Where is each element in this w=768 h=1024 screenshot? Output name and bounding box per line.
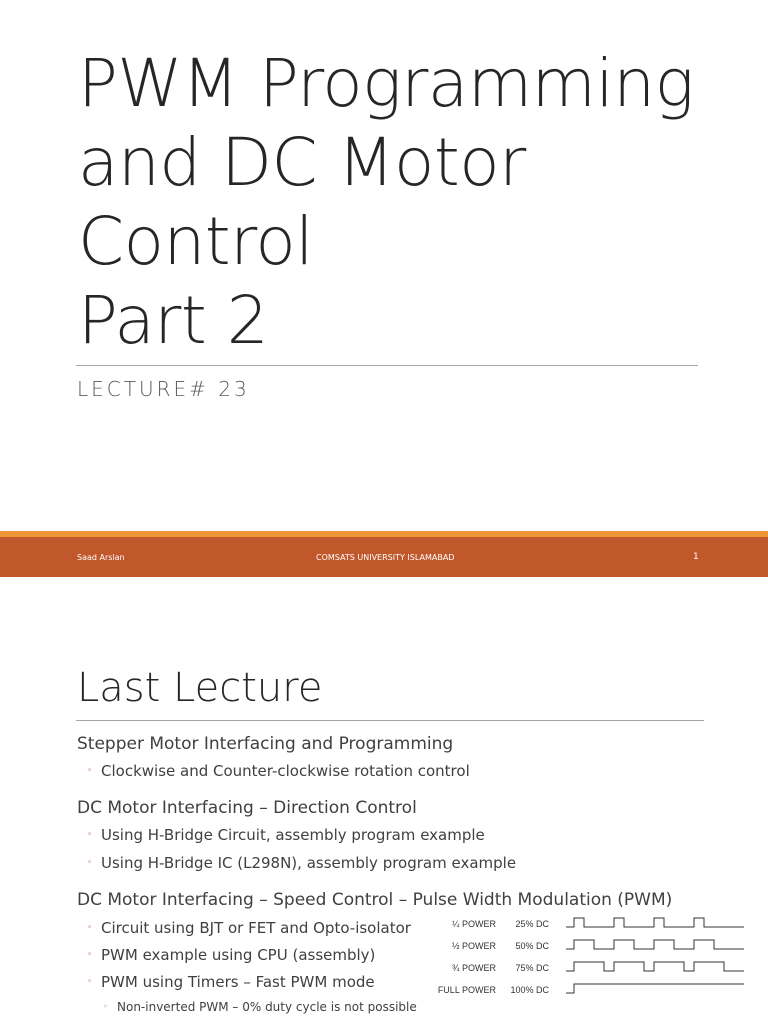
topic-heading-3: DC Motor Interfacing – Speed Control – Pulse Width Modulation (PWM)	[77, 890, 673, 910]
topic-heading-1: Stepper Motor Interfacing and Programming	[77, 734, 454, 754]
pwm-duty-label: 75% DC	[515, 963, 549, 973]
pwm-duty-label: 50% DC	[515, 941, 549, 951]
pwm-duty-label: 25% DC	[515, 919, 549, 929]
lecture-subtitle: LECTURE# 23	[77, 377, 250, 401]
content-title-divider	[76, 720, 704, 721]
list-subitem-text: Non-inverted PWM – 0% duty cycle is not possible	[117, 1000, 417, 1014]
bullet-icon: ◦	[87, 923, 93, 933]
slide-title-line-3: Control	[78, 203, 314, 280]
list-subitem	[103, 1000, 417, 1014]
pwm-waveform	[566, 918, 744, 927]
footer-author: Saad Arslan	[77, 553, 125, 562]
slide-title-line-2: and DC Motor	[78, 124, 526, 201]
slide-title	[78, 44, 758, 360]
pwm-power-label: FULL POWER	[438, 985, 496, 995]
bullet-icon: ◦	[103, 1002, 108, 1011]
slide-title-line-4: Part 2	[78, 282, 269, 359]
list-item-text: PWM using Timers – Fast PWM mode	[101, 973, 375, 991]
list-item	[87, 854, 516, 872]
list-item-text: Using H-Bridge Circuit, assembly program example	[101, 826, 485, 844]
pwm-waveform	[566, 984, 744, 993]
bullet-icon: ◦	[87, 977, 93, 987]
pwm-power-label: ¼ POWER	[451, 919, 496, 929]
pwm-duty-cycle-diagram	[438, 912, 748, 1002]
bullet-icon: ◦	[87, 830, 93, 840]
bullet-icon: ◦	[87, 858, 93, 868]
bullet-icon: ◦	[87, 766, 93, 776]
pwm-power-label: ½ POWER	[451, 941, 496, 951]
pwm-waveform	[566, 940, 744, 949]
list-item	[87, 762, 470, 780]
list-item	[87, 919, 411, 937]
title-divider	[76, 365, 698, 366]
content-slide-title: Last Lecture	[77, 665, 323, 711]
list-item	[87, 946, 375, 964]
list-item-text: Using H-Bridge IC (L298N), assembly program example	[101, 854, 517, 872]
list-item-text: PWM example using CPU (assembly)	[101, 946, 376, 964]
list-item-text: Circuit using BJT or FET and Opto-isolator	[101, 919, 411, 937]
bullet-icon: ◦	[87, 950, 93, 960]
pwm-power-label: ¾ POWER	[451, 963, 496, 973]
content-slide	[0, 577, 768, 1024]
footer-page-number: 1	[693, 552, 699, 562]
footer-institution: COMSATS UNIVERSITY ISLAMABAD	[316, 553, 455, 562]
pwm-duty-label: 100% DC	[510, 985, 549, 995]
pwm-waveform	[566, 962, 744, 971]
list-item-text: Clockwise and Counter-clockwise rotation control	[101, 762, 470, 780]
slide-title-line-1: PWM Programming	[78, 45, 694, 122]
list-item	[87, 826, 485, 844]
list-item	[87, 973, 375, 991]
slide-footer	[0, 537, 768, 577]
topic-heading-2: DC Motor Interfacing – Direction Control	[77, 798, 417, 818]
